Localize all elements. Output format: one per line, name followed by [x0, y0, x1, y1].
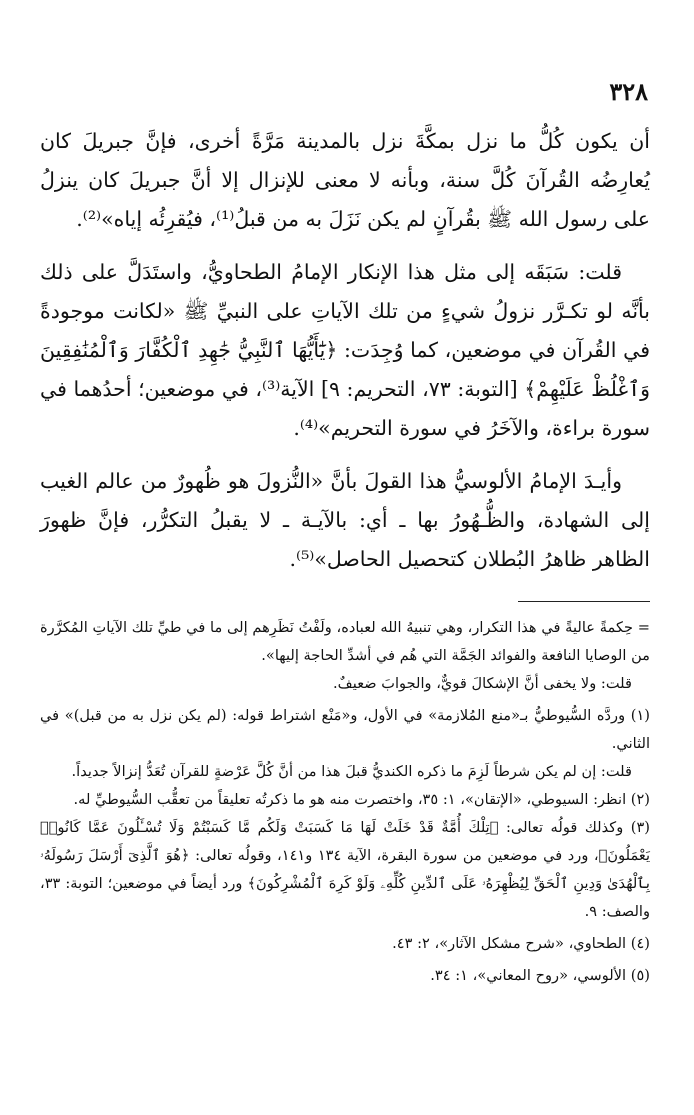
- paragraph: أن يكون كُلُّ ما نزل بمكَّةَ نزل بالمدينة مَرَّةً أخرى، فإنَّ جبريلَ كان يُعارِضُه القُرآنَ كُلَّ سنة، وبأنه لا معنى للإنزال إلا أنَّ جبريلَ كان ينزلُ على رسول الله ﷺ بقُرآنٍ لم يكن نَزَلَ به من قبلُ⁽¹⁾، فيُقرِئُه إياه»⁽²⁾.: [40, 129, 650, 231]
- footnote: (٣) وكذلك قولُه تعالى: ﴿تِلْكَ أُمَّةٌ قَدْ خَلَتْ لَهَا مَا كَسَبَتْ وَلَكُم مَّا كَسَبْتُمْ وَلَا تُسْـَٔلُونَ عَمَّا كَانُوا۟ يَعْمَلُونَ﴾، ورد في موضعين من سورة البقرة، الآية ١٣٤ و١٤١، وقولُه تعالى: ﴿هُوَ ٱلَّذِىٓ أَرْسَلَ رَسُولَهُۥ بِٱلْهُدَىٰ وَدِينِ ٱلْحَقِّ لِيُظْهِرَهُۥ عَلَى ٱلدِّينِ كُلِّهِۦ وَلَوْ كَرِهَ ٱلْمُشْرِكُونَ﴾ ورد أيضاً في موضعين؛ التوبة: ٣٣، والصف: ٩.: [40, 819, 651, 920]
- footnote-continuation: = حِكمةً عاليةً في هذا التكرار، وهي تنبيهُ الله لعباده، ولَفْتُ نَظَرِهم إلى ما في طيِّ تلك الآياتِ المُكرَّرة من الوصايا النافعة والفوائد الجَمَّة التي هُم في أشدِّ الحاجة إليها».: [40, 619, 650, 664]
- footnotes: [40, 614, 650, 990]
- footnote: (٤) الطحاوي، «شرح مشكل الآثار»، ٢: ٤٣.: [392, 935, 650, 952]
- footnote-divider: [518, 601, 650, 602]
- footnote: (٢) انظر: السيوطي، «الإتقان»، ١: ٣٥، واختصرت منه هو ما ذكرتُه تعليقاً من تعقُّب السُّيوطيِّ له.: [73, 791, 650, 808]
- footnote: (١) وردَّه السُّيوطيُّ بـ«منع المُلازمة» في الأول، و«مَنْع اشتراط قوله: (لم يكن نزل به من قبل)» في الثاني.: [40, 707, 650, 752]
- main-text: [40, 122, 650, 579]
- paragraph: قلت: سَبَقَه إلى مثل هذا الإنكار الإمامُ الطحاويُّ، واستَدَلَّ على ذلك بأنَّه لو تكـرَّر نزولُ شيءٍ من تلك الآياتِ على النبيِّ ﷺ «لكانت موجودةً في القُرآن في موضعين، كما وُجِدَت: ﴿يَٰٓأَيُّهَا ٱلنَّبِيُّ جَٰهِدِ ٱلْكُفَّارَ وَٱلْمُنَٰفِقِينَ وَٱغْلُظْ عَلَيْهِمْ﴾ [التوبة: ٧٣، التحريم: ٩] الآية⁽³⁾، في موضعين؛ أحدُهما في سورة براءة، والآخَرُ في سورة التحريم»⁽⁴⁾.: [40, 260, 651, 440]
- page-number: ٣٢٨: [609, 77, 648, 106]
- paragraph: وأيـدَ الإمامُ الألوسيُّ هذا القولَ بأنَّ «النُّزولَ هو ظُهورٌ من عالم الغيب إلى الشهادة، والظُّـهُورُ بها ـ أي: بالآيـة ـ لا يقبلُ التكرُّر، فإنَّ ظهورَ الظاهر ظاهرُ البُطلان كتحصيل الحاصل»⁽⁵⁾.: [40, 469, 650, 571]
- footnote: (٥) الألوسي، «روح المعاني»، ١: ٣٤.: [430, 967, 650, 984]
- footnote-note: قلت: ولا يخفى أنَّ الإشكالَ قويٌّ، والجوابَ ضعيفٌ.: [333, 675, 632, 692]
- footnote-note: قلت: إن لم يكن شرطاً لَزِمَ ما ذكره الكنديُّ قبلَ هذا من أنَّ كُلَّ عَرْضةٍ للقرآن تُعَدُّ إنزالاً جديداً.: [71, 763, 632, 780]
